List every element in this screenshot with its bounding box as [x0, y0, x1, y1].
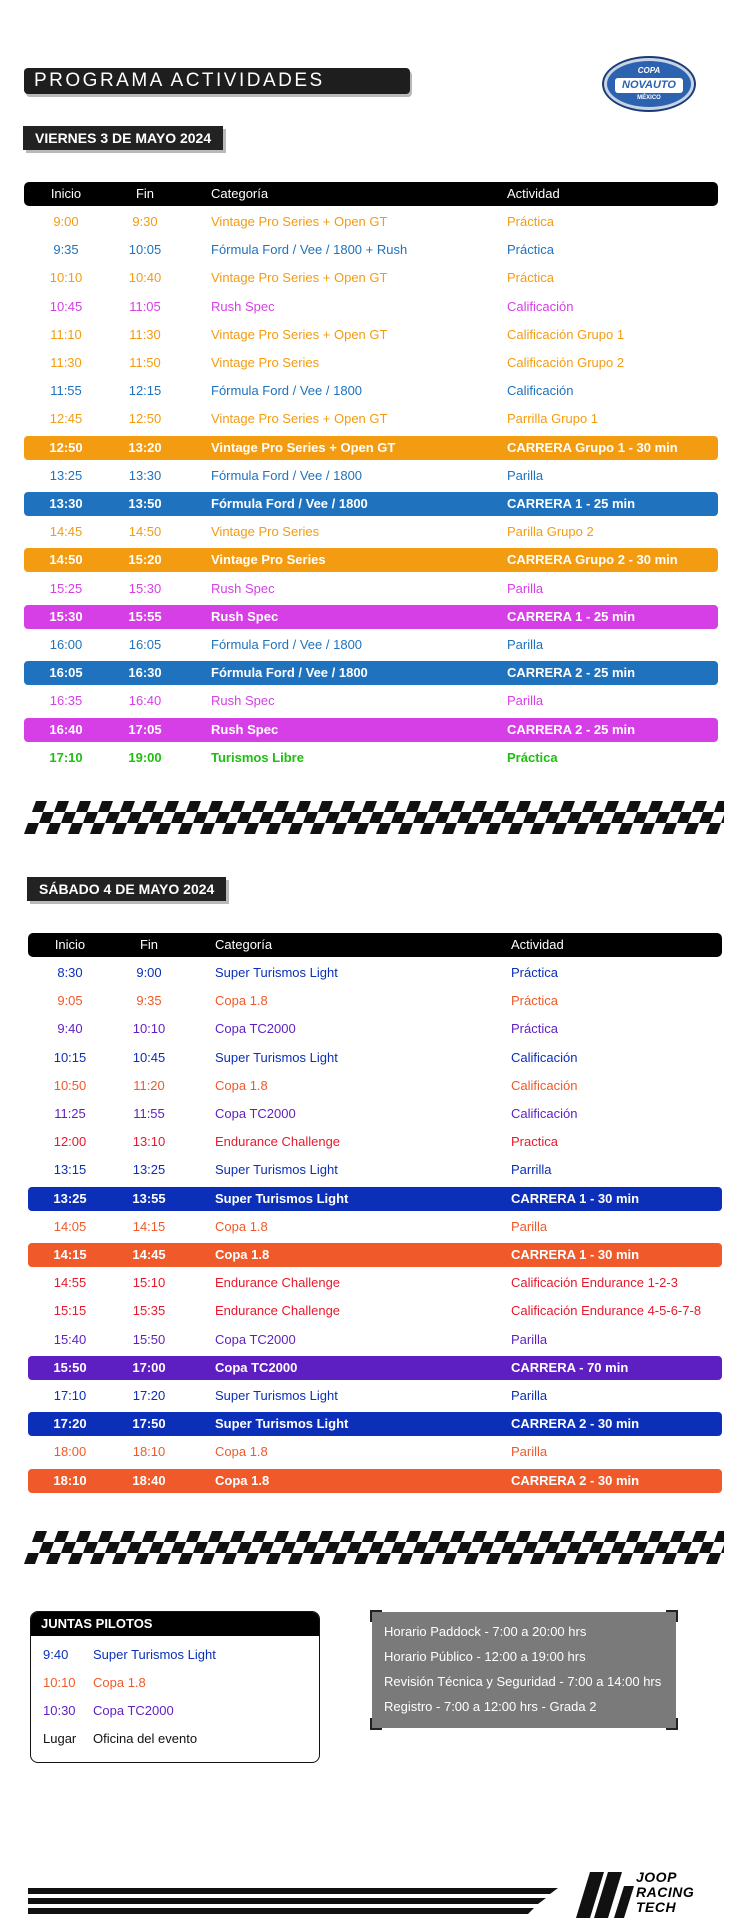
cell-start: 15:15 — [53, 1303, 87, 1319]
table-row — [28, 1102, 722, 1126]
cell-end: 16:05 — [128, 637, 162, 652]
cell-end: 13:10 — [132, 1134, 166, 1150]
cell-start: 11:25 — [54, 1106, 86, 1121]
cell-end: 16:40 — [128, 693, 162, 709]
cell-activity: Parilla — [507, 467, 544, 483]
cell-start: 10:45 — [49, 298, 83, 314]
cell-start: 10:15 — [53, 1049, 87, 1065]
cell-category: Vintage Pro Series + Open GT — [211, 439, 396, 455]
cell-category: Super Turismos Light — [215, 1049, 338, 1065]
table-row — [24, 238, 718, 262]
cell-activity: Calificación — [511, 1077, 578, 1093]
cell-activity: Calificación Grupo 1 — [507, 326, 625, 342]
cell-start: 14:15 — [53, 1247, 87, 1262]
day2-table-header — [28, 933, 722, 957]
cell-category: Turismos Libre — [211, 749, 304, 765]
cell-category: Rush Spec — [211, 608, 279, 624]
cell-end: 10:45 — [132, 1049, 166, 1065]
cell-activity: Calificación Grupo 2 — [507, 355, 625, 370]
table-row — [28, 1158, 722, 1182]
cell-start: 9:05 — [57, 993, 83, 1009]
cell-start: 13:30 — [49, 496, 83, 511]
cell-activity: Práctica — [507, 242, 554, 258]
cell-start: 10:10 — [49, 270, 83, 286]
race-row — [24, 605, 718, 629]
cell-activity: Calificación — [507, 298, 574, 314]
cell-end: 18:40 — [132, 1472, 166, 1488]
race-row — [28, 1412, 722, 1436]
cell-activity: CARRERA Grupo 2 - 30 min — [507, 552, 678, 568]
cell-end: 11:55 — [133, 1106, 165, 1121]
race-row — [24, 492, 718, 516]
logo-line-3: MÉXICO — [637, 95, 661, 101]
cell-end: 18:10 — [132, 1444, 166, 1460]
cell-start: 16:35 — [49, 693, 83, 709]
cell-end: 13:55 — [132, 1190, 166, 1206]
cell-category: Super Turismos Light — [215, 1416, 349, 1432]
joop-mark-icon — [576, 1872, 634, 1918]
cell-activity: Calificación Endurance 1-2-3 — [511, 1275, 678, 1291]
cell-category: Fórmula Ford / Vee / 1800 — [211, 467, 363, 483]
table-row — [28, 1046, 722, 1070]
cell-end: 16:30 — [128, 665, 162, 681]
cell-activity: CARRERA 1 - 25 min — [507, 608, 636, 624]
table-row — [24, 464, 718, 488]
table-row — [28, 1271, 722, 1295]
junta-label: Super Turismos Light — [93, 1647, 216, 1662]
race-row — [24, 718, 718, 742]
cell-end: 12:15 — [128, 383, 162, 399]
cell-category: Rush Spec — [211, 721, 279, 737]
cell-category: Rush Spec — [211, 580, 275, 596]
table-row — [24, 407, 718, 431]
cell-start: 8:30 — [57, 965, 83, 980]
cell-start: 9:00 — [53, 214, 79, 229]
header-inicio: Inicio — [50, 186, 82, 201]
cell-activity: Parilla — [511, 1388, 548, 1403]
cell-start: 9:35 — [53, 242, 79, 258]
joop-racing-tech-logo — [576, 1870, 726, 1918]
cell-start: 16:00 — [49, 637, 83, 652]
header-inicio: Inicio — [54, 937, 86, 952]
cell-category: Copa 1.8 — [215, 993, 268, 1009]
header-categoria: Categoría — [211, 186, 269, 201]
cell-activity: Parilla — [507, 580, 544, 596]
cell-activity: Parilla — [511, 1331, 548, 1347]
table-row — [28, 961, 722, 985]
cell-activity: Parilla — [507, 693, 544, 709]
cell-end: 11:05 — [129, 298, 161, 314]
junta-label: Oficina del evento — [93, 1731, 198, 1746]
cell-start: 17:20 — [53, 1416, 87, 1432]
table-row — [24, 577, 718, 601]
cell-start: 11:30 — [50, 355, 82, 370]
cell-category: Copa 1.8 — [215, 1247, 270, 1262]
cell-category: Fórmula Ford / Vee / 1800 — [211, 383, 363, 399]
cell-start: 15:30 — [49, 608, 83, 624]
cell-activity: CARRERA - 70 min — [511, 1359, 629, 1375]
cell-category: Endurance Challenge — [215, 1275, 341, 1291]
day2-date-badge: SÁBADO 4 DE MAYO 2024 — [27, 877, 226, 901]
cell-category: Fórmula Ford / Vee / 1800 + Rush — [211, 242, 408, 258]
cell-activity: Práctica — [507, 749, 558, 765]
race-row — [24, 548, 718, 572]
cell-start: 11:55 — [50, 383, 82, 399]
race-row — [24, 661, 718, 685]
corner-bracket — [666, 1610, 678, 1622]
cell-activity: CARRERA 2 - 25 min — [507, 721, 636, 737]
cell-category: Super Turismos Light — [215, 965, 338, 980]
checkered-flag-divider-2 — [24, 1530, 724, 1564]
cell-category: Copa TC2000 — [215, 1021, 296, 1037]
cell-start: 13:15 — [53, 1162, 87, 1178]
logo-line-2: NOVAUTO — [615, 78, 683, 93]
cell-category: Copa TC2000 — [215, 1106, 296, 1121]
cell-end: 10:40 — [128, 270, 162, 286]
horarios-info-box — [372, 1612, 676, 1728]
page-title: PROGRAMA ACTIVIDADES — [24, 68, 410, 94]
cell-category: Rush Spec — [211, 693, 275, 709]
cell-activity: Parrilla Grupo 1 — [507, 411, 599, 427]
cell-category: Copa TC2000 — [215, 1331, 296, 1347]
cell-category: Super Turismos Light — [215, 1388, 338, 1403]
cell-end: 9:35 — [136, 993, 162, 1009]
cell-activity: CARRERA 2 - 30 min — [511, 1472, 640, 1488]
cell-activity: Practica — [511, 1134, 558, 1150]
cell-start: 16:40 — [49, 721, 83, 737]
cell-activity: Práctica — [511, 993, 558, 1009]
cell-start: 14:55 — [53, 1275, 87, 1291]
cell-end: 15:50 — [132, 1331, 166, 1347]
joop-line-1: JOOP — [636, 1869, 677, 1885]
joop-line-2: RACING — [636, 1884, 695, 1900]
table-row — [28, 989, 722, 1013]
table-row — [28, 1299, 722, 1323]
cell-category: Copa 1.8 — [215, 1444, 268, 1460]
cell-end: 9:00 — [136, 965, 162, 980]
race-row — [28, 1356, 722, 1380]
checkered-flag-divider-1 — [24, 800, 724, 834]
cell-start: 13:25 — [53, 1190, 87, 1206]
cell-activity: Calificación Endurance 4-5-6-7-8 — [511, 1303, 702, 1319]
header-actividad: Actividad — [511, 937, 564, 952]
cell-activity: CARRERA 2 - 30 min — [511, 1416, 640, 1432]
joop-wordmark — [636, 1870, 694, 1915]
cell-end: 10:05 — [128, 242, 162, 258]
table-row — [24, 746, 718, 770]
cell-start: 10:50 — [53, 1077, 87, 1093]
cell-start: 17:10 — [49, 749, 83, 765]
table-row — [24, 266, 718, 290]
cell-activity: Parilla Grupo 2 — [507, 524, 594, 540]
table-row — [28, 1440, 722, 1464]
cell-start: 11:10 — [50, 326, 82, 342]
table-row — [24, 689, 718, 713]
cell-category: Fórmula Ford / Vee / 1800 — [211, 496, 368, 511]
cell-end: 15:55 — [128, 608, 162, 624]
cell-start: 18:00 — [53, 1444, 87, 1460]
cell-end: 9:30 — [132, 214, 158, 229]
cell-category: Vintage Pro Series + Open GT — [211, 326, 388, 342]
cell-activity: CARRERA 1 - 30 min — [511, 1247, 640, 1262]
cell-activity: CARRERA 1 - 30 min — [511, 1190, 640, 1206]
cell-end: 11:20 — [133, 1077, 165, 1093]
header-categoria: Categoría — [215, 937, 273, 952]
cell-category: Vintage Pro Series + Open GT — [211, 411, 388, 427]
table-row — [28, 1130, 722, 1154]
cell-end: 11:30 — [129, 326, 161, 342]
logo-line-1: COPA — [637, 66, 661, 75]
cell-category: Fórmula Ford / Vee / 1800 — [211, 665, 368, 681]
cell-category: Copa TC2000 — [215, 1359, 298, 1375]
cell-start: 12:00 — [53, 1134, 87, 1150]
race-row — [28, 1469, 722, 1493]
cell-end: 14:50 — [128, 524, 162, 540]
cell-end: 15:10 — [132, 1275, 166, 1291]
cell-end: 13:25 — [132, 1162, 166, 1178]
table-row — [28, 1384, 722, 1408]
cell-end: 17:05 — [128, 721, 162, 737]
table-row — [24, 210, 718, 234]
cell-activity: CARRERA 2 - 25 min — [507, 665, 636, 681]
cell-end: 14:15 — [132, 1218, 166, 1234]
cell-end: 15:20 — [128, 552, 162, 568]
cell-end: 10:10 — [132, 1021, 166, 1037]
cell-start: 9:40 — [57, 1021, 83, 1037]
cell-activity: CARRERA 1 - 25 min — [507, 496, 636, 511]
cell-category: Rush Spec — [211, 298, 275, 314]
cell-category: Vintage Pro Series + Open GT — [211, 214, 388, 229]
juntas-pilotos-box — [30, 1611, 320, 1763]
junta-label: Copa 1.8 — [93, 1675, 146, 1690]
cell-activity: Práctica — [507, 270, 554, 286]
cell-start: 14:05 — [53, 1218, 87, 1234]
header-fin: Fin — [139, 937, 159, 952]
cell-end: 13:20 — [128, 439, 162, 455]
cell-activity: Parilla — [511, 1218, 548, 1234]
day1-table-header — [24, 182, 718, 206]
footer-stripes — [28, 1888, 558, 1914]
juntas-title: JUNTAS PILOTOS — [31, 1612, 319, 1636]
cell-category: Copa 1.8 — [215, 1218, 268, 1234]
table-row — [28, 1215, 722, 1239]
cell-activity: Calificación — [507, 383, 574, 399]
cell-category: Super Turismos Light — [215, 1162, 338, 1178]
cell-end: 13:50 — [128, 496, 162, 511]
cell-start: 13:25 — [49, 467, 83, 483]
cell-activity: CARRERA Grupo 1 - 30 min — [507, 439, 678, 455]
cell-start: 14:45 — [49, 524, 83, 540]
cell-end: 15:35 — [132, 1303, 166, 1319]
cell-start: 15:50 — [53, 1359, 87, 1375]
table-row — [28, 1328, 722, 1352]
cell-end: 12:50 — [128, 411, 162, 427]
cell-end: 13:30 — [128, 467, 162, 483]
corner-bracket — [370, 1718, 382, 1730]
info-registro: Registro - 7:00 a 12:00 hrs - Grada 2 — [384, 1699, 597, 1714]
info-paddock: Horario Paddock - 7:00 a 20:00 hrs — [384, 1624, 587, 1639]
cell-activity: Calificación — [511, 1049, 578, 1065]
header-fin: Fin — [135, 186, 155, 201]
junta-time: Lugar — [43, 1731, 77, 1746]
cell-category: Vintage Pro Series — [211, 524, 320, 540]
cell-start: 14:50 — [49, 552, 83, 568]
cell-end: 17:00 — [132, 1359, 166, 1375]
race-row — [28, 1187, 722, 1211]
day1-date-badge: VIERNES 3 DE MAYO 2024 — [23, 126, 223, 150]
cell-category: Super Turismos Light — [215, 1190, 349, 1206]
copa-novauto-logo — [604, 58, 694, 110]
junta-time: 10:10 — [43, 1675, 76, 1690]
cell-start: 15:40 — [53, 1331, 87, 1347]
table-row — [24, 351, 718, 375]
info-publico: Horario Público - 12:00 a 19:00 hrs — [384, 1649, 586, 1664]
cell-activity: Práctica — [511, 965, 558, 980]
joop-line-3: TECH — [636, 1899, 677, 1915]
cell-start: 16:05 — [49, 665, 83, 681]
cell-activity: Calificación — [511, 1106, 578, 1121]
cell-end: 17:20 — [132, 1388, 166, 1403]
header-actividad: Actividad — [507, 186, 560, 201]
cell-end: 14:45 — [132, 1247, 166, 1262]
junta-time: 9:40 — [43, 1647, 69, 1662]
cell-end: 17:50 — [132, 1416, 166, 1432]
cell-start: 12:50 — [49, 439, 83, 455]
table-row — [28, 1074, 722, 1098]
cell-category: Fórmula Ford / Vee / 1800 — [211, 637, 363, 652]
corner-bracket — [666, 1718, 678, 1730]
junta-label: Copa TC2000 — [93, 1703, 174, 1718]
table-row — [24, 379, 718, 403]
cell-category: Endurance Challenge — [215, 1303, 341, 1319]
info-revision: Revisión Técnica y Seguridad - 7:00 a 14:00 hrs — [384, 1674, 662, 1689]
table-row — [28, 1017, 722, 1041]
cell-end: 19:00 — [128, 749, 162, 765]
cell-end: 11:50 — [129, 355, 161, 370]
cell-start: 15:25 — [49, 580, 83, 596]
cell-start: 17:10 — [53, 1388, 87, 1403]
cell-category: Vintage Pro Series — [211, 355, 320, 370]
cell-activity: Práctica — [511, 1021, 558, 1037]
cell-end: 15:30 — [128, 580, 162, 596]
cell-activity: Parrilla — [511, 1162, 552, 1178]
cell-category: Copa 1.8 — [215, 1077, 268, 1093]
table-row — [24, 323, 718, 347]
cell-category: Copa 1.8 — [215, 1472, 270, 1488]
cell-activity: Práctica — [507, 214, 554, 229]
cell-category: Vintage Pro Series — [211, 552, 326, 568]
table-row — [24, 633, 718, 657]
cell-activity: Parilla — [511, 1444, 548, 1460]
corner-bracket — [370, 1610, 382, 1622]
cell-category: Endurance Challenge — [215, 1134, 341, 1150]
junta-time: 10:30 — [43, 1703, 76, 1718]
cell-category: Vintage Pro Series + Open GT — [211, 270, 388, 286]
cell-activity: Parilla — [507, 637, 544, 652]
race-row — [24, 436, 718, 460]
table-row — [24, 295, 718, 319]
cell-start: 12:45 — [49, 411, 83, 427]
race-row — [28, 1243, 722, 1267]
table-row — [24, 520, 718, 544]
cell-start: 18:10 — [53, 1472, 87, 1488]
